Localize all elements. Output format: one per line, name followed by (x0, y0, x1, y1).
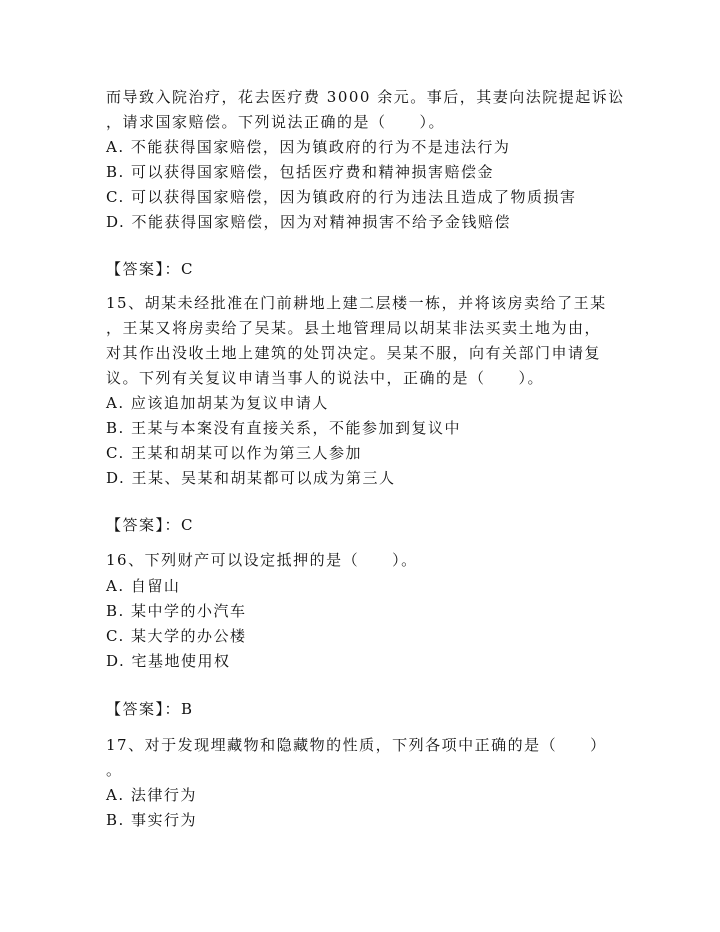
q16-stem: 16、下列财产可以设定抵押的是（ ）。 (106, 551, 418, 569)
q15-stem-line-3: 对其作出没收土地上建筑的处罚决定。吴某不服，向有关部门申请复 (106, 344, 602, 362)
q15-stem-line-2: ，王某又将房卖给了吴某。县土地管理局以胡某非法买卖土地为由， (106, 319, 602, 337)
q17-option-b: B. 事实行为 (106, 811, 198, 829)
q14-option-b: B. 可以获得国家赔偿，包括医疗费和精神损害赔偿金 (106, 163, 495, 181)
q15-option-d: D. 王某、吴某和胡某都可以成为第三人 (106, 469, 396, 487)
q15-option-b: B. 王某与本案没有直接关系，不能参加到复议中 (106, 419, 462, 437)
q14-stem-line-1: 而导致入院治疗，花去医疗费 3000 余元。事后，其妻向法院提起诉讼 (106, 88, 625, 106)
q14-answer: 【答案】：C (106, 260, 194, 278)
q16-option-a: A. 自留山 (106, 577, 181, 595)
q15-option-a: A. 应该追加胡某为复议申请人 (106, 394, 329, 412)
q15-stem-line-4: 议。下列有关复议申请当事人的说法中，正确的是（ ）。 (106, 369, 545, 387)
q16-option-b: B. 某中学的小汽车 (106, 602, 247, 620)
q14-option-c: C. 可以获得国家赔偿，因为镇政府的行为违法且造成了物质损害 (106, 188, 577, 206)
q14-stem-line-2: ，请求国家赔偿。下列说法正确的是（ ）。 (106, 113, 446, 131)
q16-answer: 【答案】：B (106, 700, 194, 718)
q16-option-c: C. 某大学的办公楼 (106, 627, 247, 645)
q17-stem-line-2: 。 (106, 761, 123, 779)
q15-stem-line-1: 15、胡某未经批准在门前耕地上建二层楼一栋，并将该房卖给了王某 (106, 294, 607, 312)
q14-option-d: D. 不能获得国家赔偿，因为对精神损害不给予金钱赔偿 (106, 213, 512, 231)
q17-stem-line-1: 17、对于发现埋藏物和隐藏物的性质，下列各项中正确的是（ ） (106, 736, 607, 754)
q15-option-c: C. 王某和胡某可以作为第三人参加 (106, 444, 362, 462)
q14-option-a: A. 不能获得国家赔偿，因为镇政府的行为不是违法行为 (106, 138, 511, 156)
q15-answer: 【答案】：C (106, 516, 194, 534)
q17-option-a: A. 法律行为 (106, 786, 197, 804)
q16-option-d: D. 宅基地使用权 (106, 652, 231, 670)
